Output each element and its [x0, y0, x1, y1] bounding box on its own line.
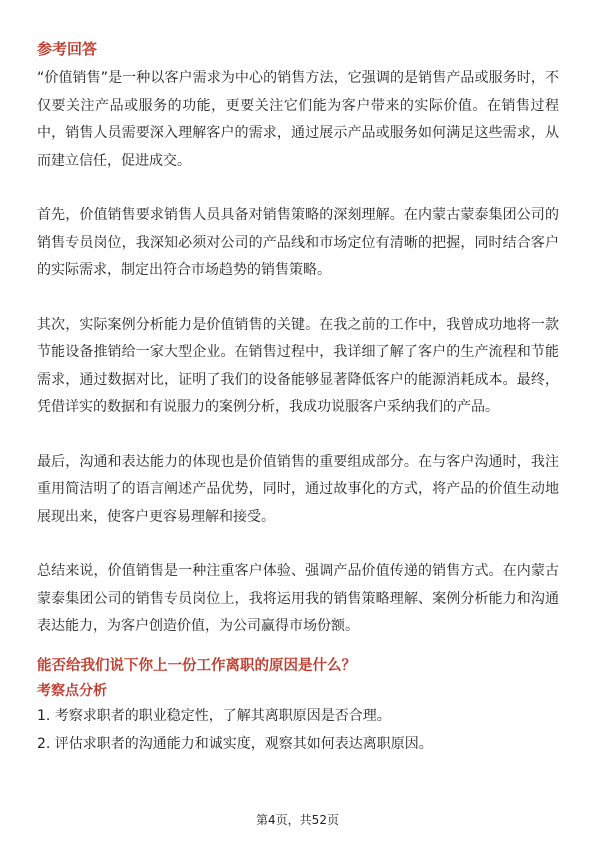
page-content: [37, 38, 559, 758]
paragraph-gap: [37, 285, 559, 312]
analysis-item-2: 2. 评估求职者的沟通能力和诚实度，观察其如何表达离职原因。: [37, 735, 433, 752]
answer-paragraph-5: 总结来说，价值销售是一种注重客户体验、强调产品价值传递的销售方式。在内蒙古蒙泰集团公司的销售专员岗位上，我将运用我的销售策略理解、案例分析能力和沟通表达能力，为客户创造价值，为公司赢得市场份额。: [37, 563, 559, 634]
paragraph-gap: [37, 422, 559, 449]
page-footer: 第4页，共52页: [256, 813, 339, 827]
analysis-item-1: 1. 考察求职者的职业稳定性，了解其离职原因是否合理。: [37, 707, 391, 724]
question-heading: 能否给我们说下你上一份工作离职的原因是什么？: [37, 657, 356, 674]
answer-heading: 参考回答: [37, 40, 98, 58]
answer-paragraph-1: “价值销售”是一种以客户需求为中心的销售方法，它强调的是销售产品或服务时，不仅要关注产品或服务的功能，更要关注它们能为客户带来的实际价值。在销售过程中，销售人员需要深入理解客户的需求，通过展示产品或服务如何满足这些需求，从而建立信任，促进成交。: [37, 70, 559, 169]
answer-paragraph-2: 首先，价值销售要求销售人员具备对销售策略的深刻理解。在内蒙古蒙泰集团公司的销售专员岗位，我深知必须对公司的产品线和市场定位有清晰的把握，同时结合客户的实际需求，制定出符合市场趋势的销售策略。: [37, 207, 559, 278]
answer-paragraph-4: 最后，沟通和表达能力的体现也是价值销售的重要组成部分。在与客户沟通时，我注重用简洁明了的语言阐述产品优势，同时，通过故事化的方式，将产品的价值生动地展现出来，使客户更容易理解和接受。: [37, 453, 559, 525]
analysis-heading: 考察点分析: [37, 682, 107, 699]
paragraph-gap: [37, 175, 559, 202]
answer-paragraph-3: 其次，实际案例分析能力是价值销售的关键。在我之前的工作中，我曾成功地将一款节能设备推销给一家大型企业。在销售过程中，我详细了解了客户的生产流程和节能需求，通过数据对比，证明了我们的设备能够显著降低客户的能源消耗成本。最终，凭借详实的数据和有说服力的案例分析，我成功说服客户采纳我们的产品。: [37, 316, 559, 415]
paragraph-gap: [37, 531, 559, 558]
